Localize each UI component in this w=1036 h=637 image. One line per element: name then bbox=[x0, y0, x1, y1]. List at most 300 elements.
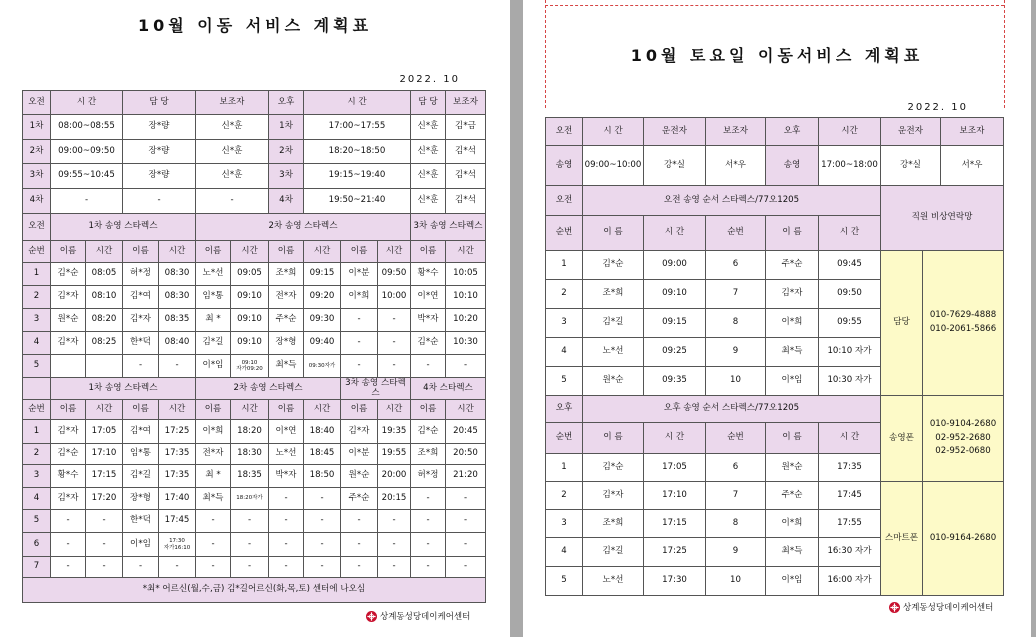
contact-label: 송영폰 bbox=[881, 396, 923, 482]
time-range: 19:50~21:40 bbox=[304, 189, 411, 214]
pickup-time: - bbox=[231, 510, 269, 533]
passenger-name: 장*형 bbox=[269, 332, 304, 355]
route-row bbox=[23, 420, 486, 444]
pickup-time: 18:50 bbox=[304, 465, 341, 488]
driver-name: 강*실 bbox=[881, 146, 941, 186]
pickup-time: 08:25 bbox=[86, 332, 123, 355]
passenger-name: 임*통 bbox=[196, 286, 231, 309]
column-header: 시간 bbox=[446, 241, 486, 263]
passenger-name: 최*득 bbox=[766, 338, 819, 367]
passenger-name: 김*여 bbox=[123, 420, 159, 444]
staff-header-row bbox=[546, 118, 1004, 146]
passenger-name: 최 * bbox=[196, 309, 231, 332]
column-header: 순번 bbox=[23, 400, 51, 420]
passenger-name: 김*길 bbox=[123, 465, 159, 488]
passenger-name: 이*임 bbox=[766, 367, 819, 396]
pickup-time: 16:30 자가 bbox=[819, 538, 881, 567]
route-row bbox=[23, 510, 486, 533]
pickup-time: 09:10 bbox=[644, 280, 706, 309]
pickup-time: 08:10 bbox=[86, 286, 123, 309]
seq-number: 4 bbox=[546, 338, 583, 367]
phone-number: 010-9104-2680 bbox=[929, 418, 997, 429]
passenger-name: - bbox=[196, 510, 231, 533]
passenger-name: 이*희 bbox=[766, 309, 819, 338]
passenger-name: - bbox=[123, 355, 159, 378]
route-group-header: 4차 스타렉스 bbox=[411, 378, 486, 400]
passenger-name: 조*희 bbox=[583, 280, 644, 309]
passenger-name: - bbox=[269, 510, 304, 533]
pickup-time bbox=[86, 355, 123, 378]
pickup-time: 20:15 bbox=[378, 488, 411, 510]
driver-name: 장*량 bbox=[123, 140, 196, 164]
route-row bbox=[23, 286, 486, 309]
column-header: 오후 bbox=[766, 118, 819, 146]
route-group-header: 1차 송영 스타렉스 bbox=[51, 214, 196, 241]
driver-name: - bbox=[123, 189, 196, 214]
passenger-name: 김*자 bbox=[123, 309, 159, 332]
schedule-date: 2022. 10 bbox=[907, 102, 968, 113]
pickup-time: 10:30 자가 bbox=[819, 367, 881, 396]
route-label bbox=[23, 378, 51, 400]
passenger-name: - bbox=[411, 533, 446, 557]
pickup-time: 19:55 bbox=[378, 444, 411, 465]
passenger-name: 이*희 bbox=[766, 510, 819, 538]
seq-number: 5 bbox=[546, 367, 583, 396]
column-header: 시 간 bbox=[583, 118, 644, 146]
seq-number: 5 bbox=[546, 567, 583, 596]
passenger-name: - bbox=[411, 557, 446, 578]
pickup-time: - bbox=[378, 309, 411, 332]
column-header: 시간 bbox=[819, 118, 881, 146]
route-title: 오후 송영 순서 스타렉스/77오1205 bbox=[583, 396, 881, 423]
passenger-name: 허*정 bbox=[123, 263, 159, 286]
assistant-name: 서*우 bbox=[941, 146, 1004, 186]
pickup-time: 18:40 bbox=[304, 420, 341, 444]
passenger-name: 최*득 bbox=[766, 538, 819, 567]
passenger-name: 원*순 bbox=[583, 367, 644, 396]
assistant-name: 김*금 bbox=[446, 115, 486, 140]
seq-number: 8 bbox=[706, 309, 766, 338]
column-header: 이 름 bbox=[583, 423, 644, 454]
route-row bbox=[23, 355, 486, 378]
time-range: - bbox=[51, 189, 123, 214]
column-header: 시간 bbox=[231, 400, 269, 420]
route-row bbox=[546, 482, 1004, 510]
time-range: 19:15~19:40 bbox=[304, 164, 411, 189]
passenger-name: - bbox=[341, 557, 378, 578]
passenger-name: 김*자 bbox=[766, 280, 819, 309]
passenger-name: 노*선 bbox=[583, 338, 644, 367]
passenger-name: - bbox=[123, 557, 159, 578]
column-header: 시 간 bbox=[819, 216, 881, 251]
route-title-row bbox=[546, 186, 1004, 216]
route-row bbox=[23, 309, 486, 332]
passenger-name: 김*순 bbox=[583, 251, 644, 280]
column-header: 이름 bbox=[269, 241, 304, 263]
pickup-time: 18:45 bbox=[304, 444, 341, 465]
column-header: 담 당 bbox=[411, 91, 446, 115]
passenger-name: 조*희 bbox=[583, 510, 644, 538]
pickup-time: 09:30 bbox=[304, 309, 341, 332]
pickup-time: - bbox=[86, 533, 123, 557]
left-page bbox=[0, 0, 510, 637]
passenger-name: 김*순 bbox=[51, 444, 86, 465]
passenger-name: 최 * bbox=[196, 465, 231, 488]
contacts-title: 직원 비상연락망 bbox=[881, 186, 1004, 251]
passenger-name: 최*득 bbox=[269, 355, 304, 378]
seq-number: 1 bbox=[546, 251, 583, 280]
pickup-time: 17:35 bbox=[159, 465, 196, 488]
passenger-name: 주*순 bbox=[766, 482, 819, 510]
pickup-time: 18:20자가 bbox=[231, 488, 269, 510]
route-row bbox=[23, 332, 486, 355]
column-header: 순번 bbox=[706, 423, 766, 454]
pickup-time: 17:30 자가16:10 bbox=[159, 533, 196, 557]
pickup-time: 17:10 bbox=[644, 482, 706, 510]
passenger-name: 주*순 bbox=[766, 251, 819, 280]
pickup-time: 10:00 bbox=[378, 286, 411, 309]
passenger-name: 이*임 bbox=[123, 533, 159, 557]
passenger-name: 김*순 bbox=[51, 263, 86, 286]
seq-number: 6 bbox=[706, 251, 766, 280]
seq-number: 4 bbox=[23, 488, 51, 510]
passenger-name: - bbox=[411, 355, 446, 378]
seq-number: 2 bbox=[23, 286, 51, 309]
column-header: 운전자 bbox=[644, 118, 706, 146]
seq-number: 6 bbox=[23, 533, 51, 557]
pickup-time: 09:10 bbox=[231, 332, 269, 355]
passenger-name: 주*순 bbox=[269, 309, 304, 332]
pickup-time: 17:15 bbox=[644, 510, 706, 538]
pickup-time: 09:05 bbox=[231, 263, 269, 286]
weekday-schedule-table bbox=[22, 90, 486, 603]
passenger-name: - bbox=[269, 488, 304, 510]
pickup-time: - bbox=[304, 510, 341, 533]
page-title: 10월 토요일 이동서비스 계획표 bbox=[630, 46, 924, 65]
assistant-name: 김*석 bbox=[446, 189, 486, 214]
passenger-name bbox=[51, 355, 86, 378]
route-title: 오전 송영 순서 스타렉스/77오1205 bbox=[583, 186, 881, 216]
seq-number: 9 bbox=[706, 338, 766, 367]
column-header: 오전 bbox=[546, 118, 583, 146]
assistant-name: 김*석 bbox=[446, 140, 486, 164]
column-header: 오전 bbox=[23, 91, 51, 115]
pickup-time: 17:25 bbox=[644, 538, 706, 567]
passenger-name: - bbox=[196, 557, 231, 578]
seq-number: 1 bbox=[546, 454, 583, 482]
shift-label: 1차 bbox=[269, 115, 304, 140]
route-row bbox=[23, 533, 486, 557]
pickup-time: 17:45 bbox=[159, 510, 196, 533]
org-name: 상계동성당데이케어센터 bbox=[903, 603, 994, 613]
passenger-name: 황*수 bbox=[51, 465, 86, 488]
pickup-time: 09:50 bbox=[819, 280, 881, 309]
pickup-time: 08:40 bbox=[159, 332, 196, 355]
pickup-time: - bbox=[446, 488, 486, 510]
pickup-time: 08:30 bbox=[159, 263, 196, 286]
saturday-schedule-table bbox=[545, 117, 1004, 596]
pickup-time: - bbox=[378, 332, 411, 355]
column-header: 이름 bbox=[411, 241, 446, 263]
pickup-time: 09:10 bbox=[231, 286, 269, 309]
passenger-name: 노*선 bbox=[269, 444, 304, 465]
time-range: 17:00~17:55 bbox=[304, 115, 411, 140]
route-group-header: 1차 송영 스타렉스 bbox=[51, 378, 196, 400]
pickup-time: 20:00 bbox=[378, 465, 411, 488]
passenger-name: 이*희 bbox=[196, 420, 231, 444]
passenger-name: 조*희 bbox=[269, 263, 304, 286]
passenger-name: 한*덕 bbox=[123, 332, 159, 355]
passenger-name: - bbox=[269, 533, 304, 557]
seq-number: 9 bbox=[706, 538, 766, 567]
passenger-name: 최*득 bbox=[196, 488, 231, 510]
seq-number: 6 bbox=[706, 454, 766, 482]
pickup-time: 18:30 bbox=[231, 444, 269, 465]
center-footer bbox=[366, 610, 470, 622]
passenger-name: - bbox=[411, 510, 446, 533]
driver-name: 신*훈 bbox=[411, 140, 446, 164]
seq-number: 1 bbox=[23, 420, 51, 444]
column-header: 시 간 bbox=[51, 91, 123, 115]
column-header: 순번 bbox=[706, 216, 766, 251]
seq-number: 2 bbox=[546, 482, 583, 510]
pickup-time: - bbox=[446, 355, 486, 378]
org-name: 상계동성당데이케어센터 bbox=[380, 612, 471, 622]
column-header: 이름 bbox=[196, 400, 231, 420]
pickup-time: 09:10 bbox=[231, 309, 269, 332]
passenger-name: 김*자 bbox=[51, 332, 86, 355]
passenger-name: 이*임 bbox=[766, 567, 819, 596]
time-range: 09:00~10:00 bbox=[583, 146, 644, 186]
pickup-time: 09:15 bbox=[644, 309, 706, 338]
pickup-time: 08:20 bbox=[86, 309, 123, 332]
column-header: 시 간 bbox=[819, 423, 881, 454]
assistant-name: 서*우 bbox=[706, 146, 766, 186]
passenger-name: 전*자 bbox=[196, 444, 231, 465]
assistant-name: - bbox=[196, 189, 269, 214]
route-row bbox=[23, 263, 486, 286]
passenger-name: 김*길 bbox=[583, 309, 644, 338]
contact-numbers bbox=[923, 396, 1004, 482]
pickup-time: 17:05 bbox=[644, 454, 706, 482]
passenger-name: 김*길 bbox=[196, 332, 231, 355]
pickup-time: 08:35 bbox=[159, 309, 196, 332]
passenger-name: 장*형 bbox=[123, 488, 159, 510]
passenger-name: 노*선 bbox=[196, 263, 231, 286]
passenger-name: 원*순 bbox=[341, 465, 378, 488]
passenger-name: 김*자 bbox=[51, 420, 86, 444]
column-header: 보조자 bbox=[941, 118, 1004, 146]
pickup-time: - bbox=[86, 557, 123, 578]
passenger-name: 김*여 bbox=[123, 286, 159, 309]
passenger-name: 황*수 bbox=[411, 263, 446, 286]
passenger-name: 박*자 bbox=[269, 465, 304, 488]
pickup-time: 09:50 bbox=[378, 263, 411, 286]
logo-icon bbox=[366, 611, 377, 622]
passenger-name: - bbox=[341, 510, 378, 533]
pickup-time: - bbox=[378, 533, 411, 557]
column-header: 시간 bbox=[231, 241, 269, 263]
passenger-name: 한*덕 bbox=[123, 510, 159, 533]
assistant-name: 신*훈 bbox=[196, 164, 269, 189]
time-range: 08:00~08:55 bbox=[51, 115, 123, 140]
center-footer bbox=[889, 601, 993, 613]
route-group-header: 2차 송영 스타렉스 bbox=[196, 378, 341, 400]
passenger-name: 원*순 bbox=[766, 454, 819, 482]
staff-row bbox=[23, 189, 486, 214]
pickup-time: - bbox=[231, 533, 269, 557]
pickup-time: - bbox=[378, 355, 411, 378]
passenger-name: 김*자 bbox=[51, 286, 86, 309]
passenger-name: 김*자 bbox=[583, 482, 644, 510]
pickup-time: 17:30 bbox=[644, 567, 706, 596]
passenger-name: 노*선 bbox=[583, 567, 644, 596]
passenger-name: 이*희 bbox=[341, 286, 378, 309]
pickup-time: 09:55 bbox=[819, 309, 881, 338]
seq-number: 5 bbox=[23, 510, 51, 533]
column-header: 순번 bbox=[23, 241, 51, 263]
passenger-name: - bbox=[196, 533, 231, 557]
seq-number: 3 bbox=[546, 309, 583, 338]
passenger-name: 원*순 bbox=[51, 309, 86, 332]
pickup-time: 10:10 bbox=[446, 286, 486, 309]
column-header: 이름 bbox=[123, 400, 159, 420]
shift-label: 2차 bbox=[23, 140, 51, 164]
passenger-name: 이*연 bbox=[411, 286, 446, 309]
pickup-time: 17:15 bbox=[86, 465, 123, 488]
passenger-name: 김*순 bbox=[411, 420, 446, 444]
shift-label: 3차 bbox=[269, 164, 304, 189]
passenger-name: - bbox=[269, 557, 304, 578]
pickup-time: 09:35 bbox=[644, 367, 706, 396]
pickup-time: 09:30자가 bbox=[304, 355, 341, 378]
pickup-time: 20:45 bbox=[446, 420, 486, 444]
column-header: 시 간 bbox=[644, 423, 706, 454]
column-header: 이 름 bbox=[766, 216, 819, 251]
column-header: 순번 bbox=[546, 423, 583, 454]
route-header-row bbox=[23, 241, 486, 263]
route-group-header: 2차 송영 스타렉스 bbox=[196, 214, 411, 241]
passenger-name: 김*길 bbox=[583, 538, 644, 567]
passenger-name: 허*정 bbox=[411, 465, 446, 488]
seq-number: 7 bbox=[706, 482, 766, 510]
pickup-time: 17:55 bbox=[819, 510, 881, 538]
seq-number: 4 bbox=[23, 332, 51, 355]
shift-label: 4차 bbox=[23, 189, 51, 214]
seq-number: 4 bbox=[546, 538, 583, 567]
pickup-time: 17:25 bbox=[159, 420, 196, 444]
driver-name: 강*실 bbox=[644, 146, 706, 186]
pickup-time: 09:10 자가09:20 bbox=[231, 355, 269, 378]
column-header: 이름 bbox=[51, 400, 86, 420]
pickup-time: 17:35 bbox=[159, 444, 196, 465]
route-row bbox=[23, 465, 486, 488]
pickup-time: - bbox=[378, 510, 411, 533]
passenger-name: - bbox=[341, 309, 378, 332]
pickup-time: 08:30 bbox=[159, 286, 196, 309]
route-group-header: 3차 송영 스타렉스 bbox=[341, 378, 411, 400]
seq-number: 7 bbox=[706, 280, 766, 309]
column-header: 담 당 bbox=[123, 91, 196, 115]
pickup-time: 17:05 bbox=[86, 420, 123, 444]
driver-name: 신*훈 bbox=[411, 189, 446, 214]
time-range: 09:00~09:50 bbox=[51, 140, 123, 164]
pickup-time: 10:30 bbox=[446, 332, 486, 355]
seq-number: 5 bbox=[23, 355, 51, 378]
column-header: 시간 bbox=[86, 400, 123, 420]
passenger-name: 이*분 bbox=[341, 263, 378, 286]
contact-numbers bbox=[923, 482, 1004, 596]
column-header: 시간 bbox=[378, 400, 411, 420]
pickup-time: - bbox=[86, 510, 123, 533]
shift-label: 1차 bbox=[23, 115, 51, 140]
staff-row bbox=[546, 146, 1004, 186]
route-label: 오전 bbox=[23, 214, 51, 241]
route-group-row bbox=[23, 378, 486, 400]
column-header: 시간 bbox=[304, 400, 341, 420]
staff-row bbox=[23, 164, 486, 189]
driver-name: 장*량 bbox=[123, 115, 196, 140]
column-header: 시 간 bbox=[304, 91, 411, 115]
phone-number: 010-9164-2680 bbox=[929, 532, 997, 543]
assistant-name: 김*석 bbox=[446, 164, 486, 189]
contact-label: 스마트폰 bbox=[881, 482, 923, 596]
pickup-time: 10:10 자가 bbox=[819, 338, 881, 367]
time-range: 09:55~10:45 bbox=[51, 164, 123, 189]
pickup-time: 08:05 bbox=[86, 263, 123, 286]
phone-number: 02-952-2680 bbox=[935, 432, 991, 443]
route-header-row bbox=[23, 400, 486, 420]
footnote-row bbox=[23, 578, 486, 603]
pickup-time: - bbox=[446, 510, 486, 533]
footnote: *최* 어르신(월,수,금) 김*길어르신(화,목,토) 센터에 나오심 bbox=[23, 578, 486, 603]
seq-number: 1 bbox=[23, 263, 51, 286]
pickup-time: - bbox=[304, 557, 341, 578]
phone-number: 02-952-0680 bbox=[935, 446, 991, 457]
shift-label: 송영 bbox=[546, 146, 583, 186]
logo-icon bbox=[889, 602, 900, 613]
pickup-time: - bbox=[159, 557, 196, 578]
pickup-time: 20:50 bbox=[446, 444, 486, 465]
column-header: 이름 bbox=[196, 241, 231, 263]
pickup-time: 16:00 자가 bbox=[819, 567, 881, 596]
passenger-name: 조*희 bbox=[411, 444, 446, 465]
passenger-name: - bbox=[341, 533, 378, 557]
passenger-name: 전*자 bbox=[269, 286, 304, 309]
column-header: 이름 bbox=[51, 241, 86, 263]
pickup-time: 10:05 bbox=[446, 263, 486, 286]
pickup-time: 10:20 bbox=[446, 309, 486, 332]
phone-number: 010-2061-5866 bbox=[929, 324, 997, 334]
column-header: 보조자 bbox=[446, 91, 486, 115]
pickup-time: 19:35 bbox=[378, 420, 411, 444]
pickup-time: 17:40 bbox=[159, 488, 196, 510]
shift-label: 2차 bbox=[269, 140, 304, 164]
schedule-date: 2022. 10 bbox=[399, 74, 460, 85]
column-header: 오후 bbox=[269, 91, 304, 115]
driver-name: 장*량 bbox=[123, 164, 196, 189]
route-row bbox=[23, 557, 486, 578]
passenger-name: 이*임 bbox=[196, 355, 231, 378]
shift-label: 송영 bbox=[766, 146, 819, 186]
pickup-time: 17:35 bbox=[819, 454, 881, 482]
route-label: 오후 bbox=[546, 396, 583, 423]
staff-header-row bbox=[23, 91, 486, 115]
passenger-name: 김*자 bbox=[341, 420, 378, 444]
column-header: 이름 bbox=[123, 241, 159, 263]
pickup-time: 18:20 bbox=[231, 420, 269, 444]
passenger-name: - bbox=[51, 557, 86, 578]
